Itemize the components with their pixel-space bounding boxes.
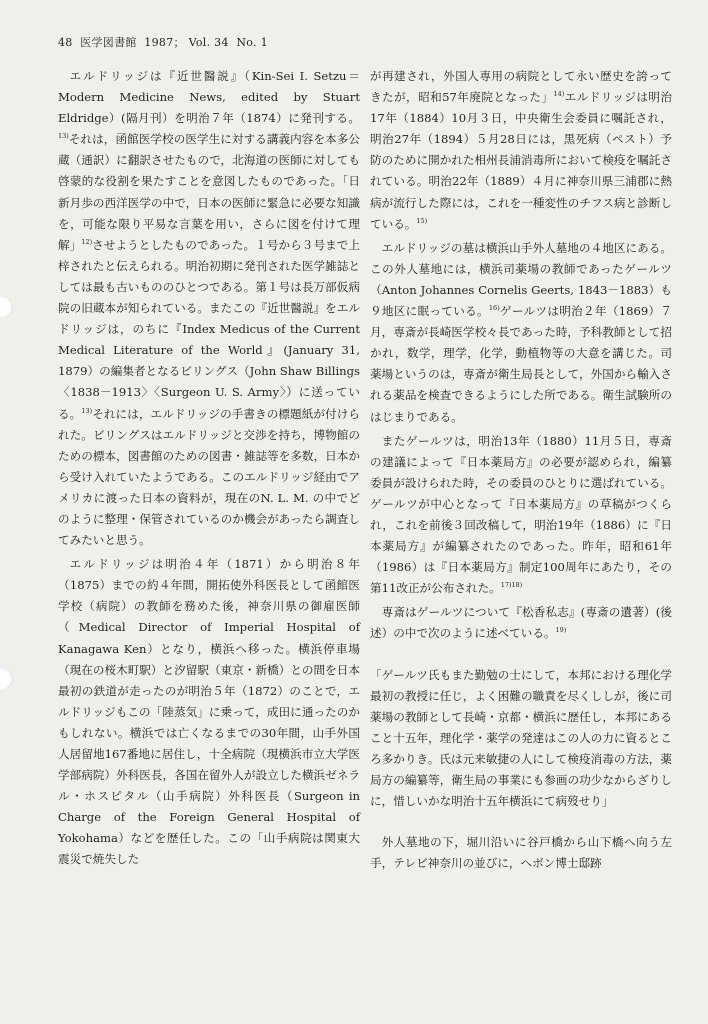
paragraph: 専斎はゲールツについて『松香私志』(専斎の遺著）(後述）の中で次のように述べている。$^{19)}$ bbox=[370, 605, 672, 641]
left-column bbox=[58, 66, 360, 874]
reference-mark: 14) bbox=[553, 90, 565, 99]
paragraph: エルドリッジは『近世醫説』（Kin-Sei I. Setzu＝Modern Medicine News, edited by Stuart Eldridge）(隔月刊）を明治７年（1874）に発刊する。$^{13)}$それは，函館医学校の医学生に対する講義内容を本多公蔵（通訳）に翻訳させたもので，北海道の医師に対しても啓蒙的な役割を果たすことを意図したものであった。「日新月歩の西洋医学の中で，日本の医師に緊急に必要な知識を，可能な限り平易な言葉を用い，さらに図を付けて理解」$^{12)}$させようとしたものであった。１号から３号まで上梓されたと伝えられる。明治初期に発刊された医学雑誌としては最も古いもののひとつである。第１号は長万部仮病院の旧蔵本が知られている。またこの『近世醫説』をエルドリッジは，のちに『Index Medicus of the Current Medical Literature of the World』(January 31, 1879）の編集者となるビリングス（John Shaw Billings〈1838－1913〉〈Surgeon U. S. Army〉）に送っている。$^{13)}$それには，エルドリッジの手書きの標題紙が付けられた。ビリングスはエルドリッジと交渉を持ち，博物館のための標本，図書館のための図書・雑誌等を多数，日本から受け入れていたようである。このエルドリッジ経由でアメリカに渡った日本の資料が，現在のN. L. M. の中でどのように整理・保管されているのか機会があったら調査してみたいと思う。 bbox=[58, 69, 360, 548]
binder-hole bbox=[0, 296, 13, 318]
paragraph: エルドリッジは明治４年（1871）から明治８年（1875）までの約４年間，開拓使外科医長として函館医学校（病院）の教師を務めた後，神奈川県の御雇医師（Medical Director of Imperial Hospital of Kanagawa Ken）となり，横浜へ移った。横浜停車場（現在の桜木町駅）と汐留駅（東京・新橋）との間を日本最初の鉄道が走ったのが明治５年（1872）のことで，エルドリッジもこの「陸蒸気」に乗って，成田に通ったのかもしれない。横浜では亡くなるまでの30年間，山手外国人居留地167番地に居住し，十全病院（現横浜市立大学医学部病院）外科医長，各国在留外人が設立した横浜ゼネラル・ホスピタル（山手病院）外科医長（Surgeon in Charge of the Foreign General Hospital of Yokohama）などを歴任した。この「山手病院は関東大震災で焼失した bbox=[58, 557, 360, 867]
paragraph: が再建され，外国人専用の病院として永い歴史を誇ってきたが，昭和57年廃院となった」$^{14)}$エルドリッジは明治17年（1884）10月３日，中央衛生会委員に嘱託され，明治27年（1894）５月28日には，黒死病（ペスト）予防のために開かれた相州長浦消毒所において検疫を嘱託されている。明治22年（1889）４月に神奈川県三浦郡に熱病が流行した際には，これを一種変性のチフス病と診断している。$^{15)}$ bbox=[370, 69, 672, 231]
reference-mark: 13) bbox=[81, 406, 93, 415]
journal-title: 医学図書館 bbox=[80, 36, 137, 49]
running-header bbox=[58, 34, 268, 50]
journal-issue: No. 1 bbox=[236, 36, 268, 49]
reference-mark: 15) bbox=[416, 216, 428, 225]
reference-mark: 12) bbox=[81, 237, 93, 246]
reference-mark: 16) bbox=[488, 304, 500, 313]
journal-year: 1987； bbox=[144, 36, 185, 49]
right-column bbox=[370, 66, 672, 877]
binder-hole bbox=[0, 668, 13, 690]
reference-mark: 19) bbox=[555, 626, 567, 635]
reference-mark: 13) bbox=[58, 132, 69, 141]
block-quote: 「ゲールツ氏もまた勤勉の士にして，本邦における理化学最初の教授に任じ，よく困難の職責を尽くししが，後に司薬場の教師として長崎・京都・横浜に歴任し，本邦にあること十五年，理化学・薬学の発達はこの人の力に資るところ多かりき。氏は元来敏捷の人にして検疫消毒の方法，薬局方の編纂等，衛生局の事業にも参画の功少なからざりしに，惜しいかな明治十五年横浜にて病歿せり」 bbox=[370, 667, 672, 809]
journal-volume: Vol. 34 bbox=[188, 36, 229, 49]
paragraph: 外人墓地の下，堀川沿いに谷戸橋から山下橋へ向う左手，テレビ神奈川の並びに，ヘボン博士邸跡 bbox=[370, 835, 672, 871]
paragraph: エルドリッジの墓は横浜山手外人墓地の４地区にある。この外人墓地には，横浜司薬場の教師であったゲールツ（Anton Johannes Cornelis Geerts, 1843－1883）も９地区に眠っている。$^{16)}$ゲールツは明治２年（1869）７月，専斎が長崎医学校々長であった時，予科教師として招かれ，数学，理学，化学，動植物等の大意を講じた。司薬場というのは，専斎が衛生局長として，外国から輸入される薬品を検査できるようにした所である。衛生試験所のはじまりである。 bbox=[370, 240, 672, 424]
paragraph: またゲールツは，明治13年（1880）11月５日，専斎の建議によって『日本薬局方』の必要が認められ，編纂委員が設けられた時，その委員のひとりに選ばれている。ゲールツが中心となって『日本薬局方』の草稿がつくられ，これを前後３回改稿して，明治19年（1886）に『日本薬局方』が編纂されたのであった。昨年，昭和61年（1986）は『日本薬局方』制定100周年にあたり，その第11改正が公布された。$^{17)18)}$ bbox=[370, 433, 672, 596]
page-number: 48 bbox=[58, 36, 73, 49]
reference-mark: 17)18) bbox=[500, 581, 523, 590]
